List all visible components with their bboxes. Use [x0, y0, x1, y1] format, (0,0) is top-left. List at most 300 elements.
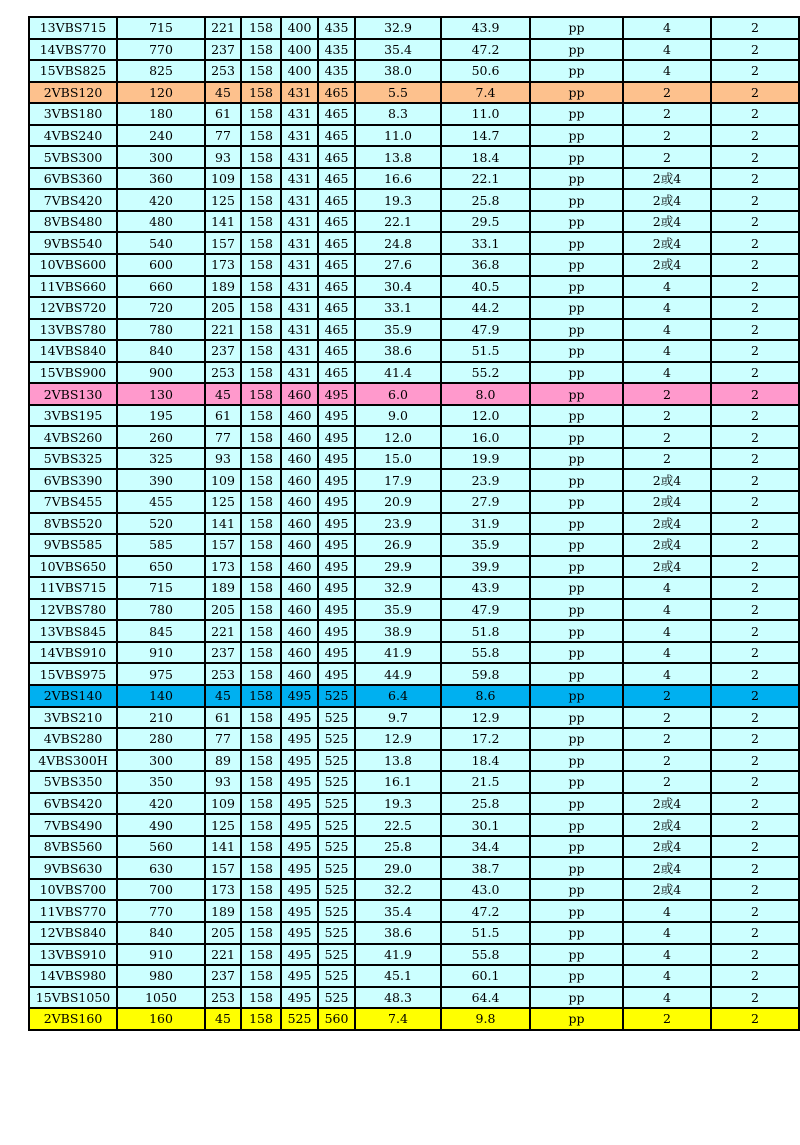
cell-value-d: 525 [281, 1008, 318, 1030]
cell-value-e: 495 [318, 405, 355, 427]
cell-value-e: 525 [318, 879, 355, 901]
cell-value-f: 41.9 [355, 642, 441, 664]
cell-value-d: 460 [281, 663, 318, 685]
cell-value-c: 158 [241, 146, 281, 168]
cell-value-g: 47.9 [441, 599, 530, 621]
cell-value-d: 460 [281, 469, 318, 491]
cell-value-b: 93 [205, 771, 241, 793]
cell-value-h: 4 [623, 362, 711, 384]
cell-value-b: 205 [205, 922, 241, 944]
cell-material: pp [530, 276, 623, 298]
cell-value-h: 4 [623, 900, 711, 922]
table-row [29, 448, 799, 470]
cell-model: 10VBS700 [29, 879, 117, 901]
cell-model: 12VBS720 [29, 297, 117, 319]
cell-value-e: 525 [318, 750, 355, 772]
cell-value-f: 22.1 [355, 211, 441, 233]
cell-value-h: 2 [623, 448, 711, 470]
cell-value-a: 560 [117, 836, 205, 858]
cell-value-d: 495 [281, 728, 318, 750]
cell-value-e: 465 [318, 319, 355, 341]
cell-value-h: 2或4 [623, 189, 711, 211]
cell-value-e: 465 [318, 254, 355, 276]
cell-value-c: 158 [241, 577, 281, 599]
cell-value-c: 158 [241, 232, 281, 254]
table-row [29, 146, 799, 168]
cell-value-g: 17.2 [441, 728, 530, 750]
cell-value-c: 158 [241, 599, 281, 621]
table-row [29, 707, 799, 729]
cell-material: pp [530, 728, 623, 750]
cell-value-g: 47.9 [441, 319, 530, 341]
cell-value-a: 840 [117, 922, 205, 944]
cell-value-g: 39.9 [441, 556, 530, 578]
cell-value-i: 2 [711, 944, 799, 966]
cell-value-a: 825 [117, 60, 205, 82]
cell-model: 15VBS975 [29, 663, 117, 685]
cell-value-d: 431 [281, 297, 318, 319]
cell-value-f: 15.0 [355, 448, 441, 470]
table-row [29, 750, 799, 772]
cell-value-b: 253 [205, 663, 241, 685]
cell-value-i: 2 [711, 922, 799, 944]
cell-value-a: 975 [117, 663, 205, 685]
cell-model: 15VBS1050 [29, 987, 117, 1009]
cell-value-c: 158 [241, 491, 281, 513]
cell-material: pp [530, 857, 623, 879]
cell-value-a: 780 [117, 599, 205, 621]
cell-value-e: 465 [318, 340, 355, 362]
cell-value-f: 35.4 [355, 900, 441, 922]
cell-value-i: 2 [711, 60, 799, 82]
cell-material: pp [530, 750, 623, 772]
cell-value-h: 4 [623, 922, 711, 944]
cell-value-c: 158 [241, 297, 281, 319]
cell-value-e: 525 [318, 685, 355, 707]
cell-value-c: 158 [241, 39, 281, 61]
cell-value-d: 495 [281, 900, 318, 922]
cell-value-c: 158 [241, 556, 281, 578]
cell-value-d: 460 [281, 599, 318, 621]
table-row [29, 82, 799, 104]
cell-value-e: 525 [318, 965, 355, 987]
cell-value-e: 525 [318, 728, 355, 750]
cell-value-c: 158 [241, 707, 281, 729]
cell-model: 15VBS900 [29, 362, 117, 384]
table-row [29, 513, 799, 535]
cell-value-b: 109 [205, 469, 241, 491]
cell-value-d: 460 [281, 642, 318, 664]
cell-value-b: 125 [205, 189, 241, 211]
cell-value-g: 8.0 [441, 383, 530, 405]
cell-value-a: 770 [117, 900, 205, 922]
cell-value-a: 160 [117, 1008, 205, 1030]
cell-material: pp [530, 1008, 623, 1030]
cell-material: pp [530, 125, 623, 147]
cell-value-c: 158 [241, 276, 281, 298]
cell-material: pp [530, 254, 623, 276]
cell-value-b: 253 [205, 362, 241, 384]
cell-value-d: 431 [281, 146, 318, 168]
cell-value-f: 33.1 [355, 297, 441, 319]
table-row [29, 534, 799, 556]
table-row [29, 319, 799, 341]
cell-value-g: 7.4 [441, 82, 530, 104]
cell-model: 7VBS420 [29, 189, 117, 211]
cell-value-f: 11.0 [355, 125, 441, 147]
cell-value-b: 237 [205, 965, 241, 987]
cell-value-i: 2 [711, 319, 799, 341]
cell-value-d: 495 [281, 685, 318, 707]
cell-value-b: 109 [205, 793, 241, 815]
cell-model: 7VBS490 [29, 814, 117, 836]
cell-value-e: 465 [318, 276, 355, 298]
cell-value-i: 2 [711, 707, 799, 729]
cell-value-e: 465 [318, 82, 355, 104]
cell-value-i: 2 [711, 405, 799, 427]
cell-value-d: 431 [281, 232, 318, 254]
cell-value-d: 460 [281, 426, 318, 448]
table-row [29, 491, 799, 513]
cell-value-c: 158 [241, 685, 281, 707]
cell-value-c: 158 [241, 254, 281, 276]
cell-value-e: 495 [318, 577, 355, 599]
cell-value-i: 2 [711, 340, 799, 362]
cell-material: pp [530, 491, 623, 513]
cell-model: 13VBS910 [29, 944, 117, 966]
table-row [29, 362, 799, 384]
cell-value-g: 50.6 [441, 60, 530, 82]
cell-value-a: 845 [117, 620, 205, 642]
cell-value-i: 2 [711, 814, 799, 836]
cell-value-h: 4 [623, 39, 711, 61]
cell-value-i: 2 [711, 491, 799, 513]
cell-value-a: 240 [117, 125, 205, 147]
cell-value-c: 158 [241, 534, 281, 556]
table-row [29, 814, 799, 836]
cell-value-a: 720 [117, 297, 205, 319]
cell-value-g: 55.8 [441, 642, 530, 664]
cell-value-i: 2 [711, 39, 799, 61]
cell-value-b: 93 [205, 146, 241, 168]
cell-value-b: 237 [205, 39, 241, 61]
cell-material: pp [530, 879, 623, 901]
cell-value-f: 29.0 [355, 857, 441, 879]
cell-value-h: 2或4 [623, 168, 711, 190]
cell-value-a: 780 [117, 319, 205, 341]
cell-value-a: 770 [117, 39, 205, 61]
cell-model: 8VBS520 [29, 513, 117, 535]
cell-value-c: 158 [241, 965, 281, 987]
cell-value-g: 16.0 [441, 426, 530, 448]
cell-value-d: 495 [281, 836, 318, 858]
cell-value-b: 253 [205, 987, 241, 1009]
table-row [29, 383, 799, 405]
cell-value-c: 158 [241, 189, 281, 211]
cell-value-f: 26.9 [355, 534, 441, 556]
table-row [29, 254, 799, 276]
cell-material: pp [530, 922, 623, 944]
cell-value-g: 51.5 [441, 340, 530, 362]
cell-value-i: 2 [711, 276, 799, 298]
table-row [29, 577, 799, 599]
cell-value-i: 2 [711, 620, 799, 642]
cell-value-c: 158 [241, 1008, 281, 1030]
cell-value-f: 38.0 [355, 60, 441, 82]
cell-value-c: 158 [241, 728, 281, 750]
cell-value-d: 431 [281, 276, 318, 298]
table-row [29, 922, 799, 944]
cell-value-a: 520 [117, 513, 205, 535]
cell-value-b: 141 [205, 211, 241, 233]
cell-value-a: 300 [117, 750, 205, 772]
cell-value-f: 23.9 [355, 513, 441, 535]
cell-model: 13VBS780 [29, 319, 117, 341]
cell-model: 2VBS140 [29, 685, 117, 707]
cell-model: 4VBS240 [29, 125, 117, 147]
cell-value-a: 390 [117, 469, 205, 491]
cell-value-i: 2 [711, 211, 799, 233]
cell-value-a: 1050 [117, 987, 205, 1009]
cell-value-f: 12.9 [355, 728, 441, 750]
cell-value-i: 2 [711, 469, 799, 491]
cell-value-i: 2 [711, 297, 799, 319]
cell-value-d: 460 [281, 620, 318, 642]
cell-value-a: 650 [117, 556, 205, 578]
cell-value-b: 77 [205, 426, 241, 448]
cell-value-e: 435 [318, 60, 355, 82]
cell-material: pp [530, 189, 623, 211]
cell-value-d: 460 [281, 513, 318, 535]
cell-value-g: 36.8 [441, 254, 530, 276]
cell-value-g: 12.9 [441, 707, 530, 729]
cell-value-f: 48.3 [355, 987, 441, 1009]
cell-value-i: 2 [711, 599, 799, 621]
cell-value-c: 158 [241, 340, 281, 362]
table-row [29, 125, 799, 147]
cell-material: pp [530, 987, 623, 1009]
table-row [29, 965, 799, 987]
cell-value-f: 13.8 [355, 750, 441, 772]
cell-value-h: 4 [623, 340, 711, 362]
cell-model: 6VBS360 [29, 168, 117, 190]
cell-value-d: 495 [281, 771, 318, 793]
cell-value-f: 44.9 [355, 663, 441, 685]
cell-value-b: 125 [205, 491, 241, 513]
cell-value-i: 2 [711, 426, 799, 448]
cell-value-i: 2 [711, 146, 799, 168]
cell-value-g: 21.5 [441, 771, 530, 793]
cell-value-g: 47.2 [441, 900, 530, 922]
cell-value-b: 45 [205, 383, 241, 405]
cell-value-h: 4 [623, 987, 711, 1009]
cell-value-c: 158 [241, 922, 281, 944]
cell-model: 14VBS980 [29, 965, 117, 987]
cell-value-c: 158 [241, 125, 281, 147]
cell-material: pp [530, 103, 623, 125]
cell-value-d: 495 [281, 944, 318, 966]
cell-value-b: 61 [205, 103, 241, 125]
cell-material: pp [530, 642, 623, 664]
cell-value-e: 525 [318, 944, 355, 966]
cell-value-g: 9.8 [441, 1008, 530, 1030]
cell-value-c: 158 [241, 469, 281, 491]
table-row [29, 836, 799, 858]
cell-value-f: 27.6 [355, 254, 441, 276]
cell-model: 15VBS825 [29, 60, 117, 82]
cell-value-g: 51.8 [441, 620, 530, 642]
cell-value-a: 360 [117, 168, 205, 190]
cell-value-a: 420 [117, 793, 205, 815]
cell-value-i: 2 [711, 965, 799, 987]
cell-value-i: 2 [711, 879, 799, 901]
cell-value-h: 4 [623, 577, 711, 599]
cell-value-c: 158 [241, 642, 281, 664]
cell-value-f: 30.4 [355, 276, 441, 298]
cell-value-d: 460 [281, 491, 318, 513]
cell-value-d: 400 [281, 60, 318, 82]
spec-table [28, 16, 800, 1031]
cell-value-a: 980 [117, 965, 205, 987]
cell-value-d: 495 [281, 793, 318, 815]
cell-value-i: 2 [711, 642, 799, 664]
cell-value-h: 4 [623, 319, 711, 341]
cell-value-e: 465 [318, 362, 355, 384]
table-row [29, 189, 799, 211]
cell-value-b: 189 [205, 276, 241, 298]
cell-material: pp [530, 146, 623, 168]
cell-model: 2VBS130 [29, 383, 117, 405]
cell-value-f: 9.0 [355, 405, 441, 427]
cell-value-b: 45 [205, 1008, 241, 1030]
table-row [29, 17, 799, 39]
cell-value-d: 495 [281, 750, 318, 772]
cell-value-f: 20.9 [355, 491, 441, 513]
table-row [29, 793, 799, 815]
cell-value-f: 17.9 [355, 469, 441, 491]
cell-value-f: 5.5 [355, 82, 441, 104]
cell-value-a: 630 [117, 857, 205, 879]
cell-material: pp [530, 707, 623, 729]
cell-value-d: 495 [281, 965, 318, 987]
cell-value-c: 158 [241, 750, 281, 772]
cell-value-a: 490 [117, 814, 205, 836]
cell-value-b: 45 [205, 82, 241, 104]
cell-value-i: 2 [711, 556, 799, 578]
cell-value-a: 420 [117, 189, 205, 211]
cell-model: 9VBS630 [29, 857, 117, 879]
table-row [29, 879, 799, 901]
cell-value-d: 495 [281, 922, 318, 944]
cell-model: 5VBS350 [29, 771, 117, 793]
cell-model: 6VBS420 [29, 793, 117, 815]
cell-model: 3VBS195 [29, 405, 117, 427]
cell-value-h: 2或4 [623, 211, 711, 233]
cell-value-b: 61 [205, 707, 241, 729]
cell-model: 11VBS660 [29, 276, 117, 298]
cell-model: 14VBS770 [29, 39, 117, 61]
cell-model: 12VBS840 [29, 922, 117, 944]
table-row [29, 685, 799, 707]
table-row [29, 405, 799, 427]
cell-value-c: 158 [241, 513, 281, 535]
cell-value-g: 25.8 [441, 189, 530, 211]
cell-value-c: 158 [241, 60, 281, 82]
cell-material: pp [530, 900, 623, 922]
cell-value-f: 35.9 [355, 599, 441, 621]
cell-value-d: 495 [281, 987, 318, 1009]
table-row [29, 642, 799, 664]
cell-value-e: 465 [318, 189, 355, 211]
cell-value-a: 540 [117, 232, 205, 254]
cell-value-e: 465 [318, 146, 355, 168]
cell-value-a: 480 [117, 211, 205, 233]
cell-value-c: 158 [241, 836, 281, 858]
cell-value-c: 158 [241, 879, 281, 901]
table-row [29, 103, 799, 125]
cell-model: 8VBS560 [29, 836, 117, 858]
cell-model: 4VBS280 [29, 728, 117, 750]
cell-value-i: 2 [711, 103, 799, 125]
cell-value-b: 237 [205, 340, 241, 362]
cell-model: 2VBS160 [29, 1008, 117, 1030]
cell-value-a: 180 [117, 103, 205, 125]
cell-value-c: 158 [241, 168, 281, 190]
cell-value-e: 465 [318, 297, 355, 319]
table-row [29, 469, 799, 491]
cell-material: pp [530, 319, 623, 341]
cell-value-d: 460 [281, 405, 318, 427]
cell-value-f: 45.1 [355, 965, 441, 987]
cell-value-b: 45 [205, 685, 241, 707]
cell-value-g: 27.9 [441, 491, 530, 513]
cell-value-b: 173 [205, 879, 241, 901]
cell-value-c: 158 [241, 319, 281, 341]
cell-model: 3VBS180 [29, 103, 117, 125]
cell-value-g: 40.5 [441, 276, 530, 298]
cell-value-a: 280 [117, 728, 205, 750]
cell-value-h: 2 [623, 405, 711, 427]
cell-value-e: 495 [318, 599, 355, 621]
cell-value-e: 525 [318, 836, 355, 858]
cell-value-i: 2 [711, 728, 799, 750]
cell-value-b: 221 [205, 17, 241, 39]
cell-value-a: 700 [117, 879, 205, 901]
cell-model: 14VBS840 [29, 340, 117, 362]
cell-value-h: 2 [623, 728, 711, 750]
cell-value-h: 2 [623, 426, 711, 448]
cell-value-b: 205 [205, 297, 241, 319]
cell-model: 8VBS480 [29, 211, 117, 233]
cell-value-d: 431 [281, 254, 318, 276]
cell-value-g: 51.5 [441, 922, 530, 944]
cell-value-a: 900 [117, 362, 205, 384]
cell-value-i: 2 [711, 1008, 799, 1030]
cell-value-d: 460 [281, 577, 318, 599]
cell-value-g: 47.2 [441, 39, 530, 61]
cell-value-h: 2 [623, 125, 711, 147]
table-row [29, 39, 799, 61]
cell-value-a: 840 [117, 340, 205, 362]
cell-value-f: 6.4 [355, 685, 441, 707]
cell-value-e: 465 [318, 211, 355, 233]
cell-value-g: 38.7 [441, 857, 530, 879]
cell-value-g: 31.9 [441, 513, 530, 535]
cell-value-b: 189 [205, 900, 241, 922]
cell-value-h: 2或4 [623, 556, 711, 578]
cell-value-b: 157 [205, 534, 241, 556]
cell-material: pp [530, 82, 623, 104]
